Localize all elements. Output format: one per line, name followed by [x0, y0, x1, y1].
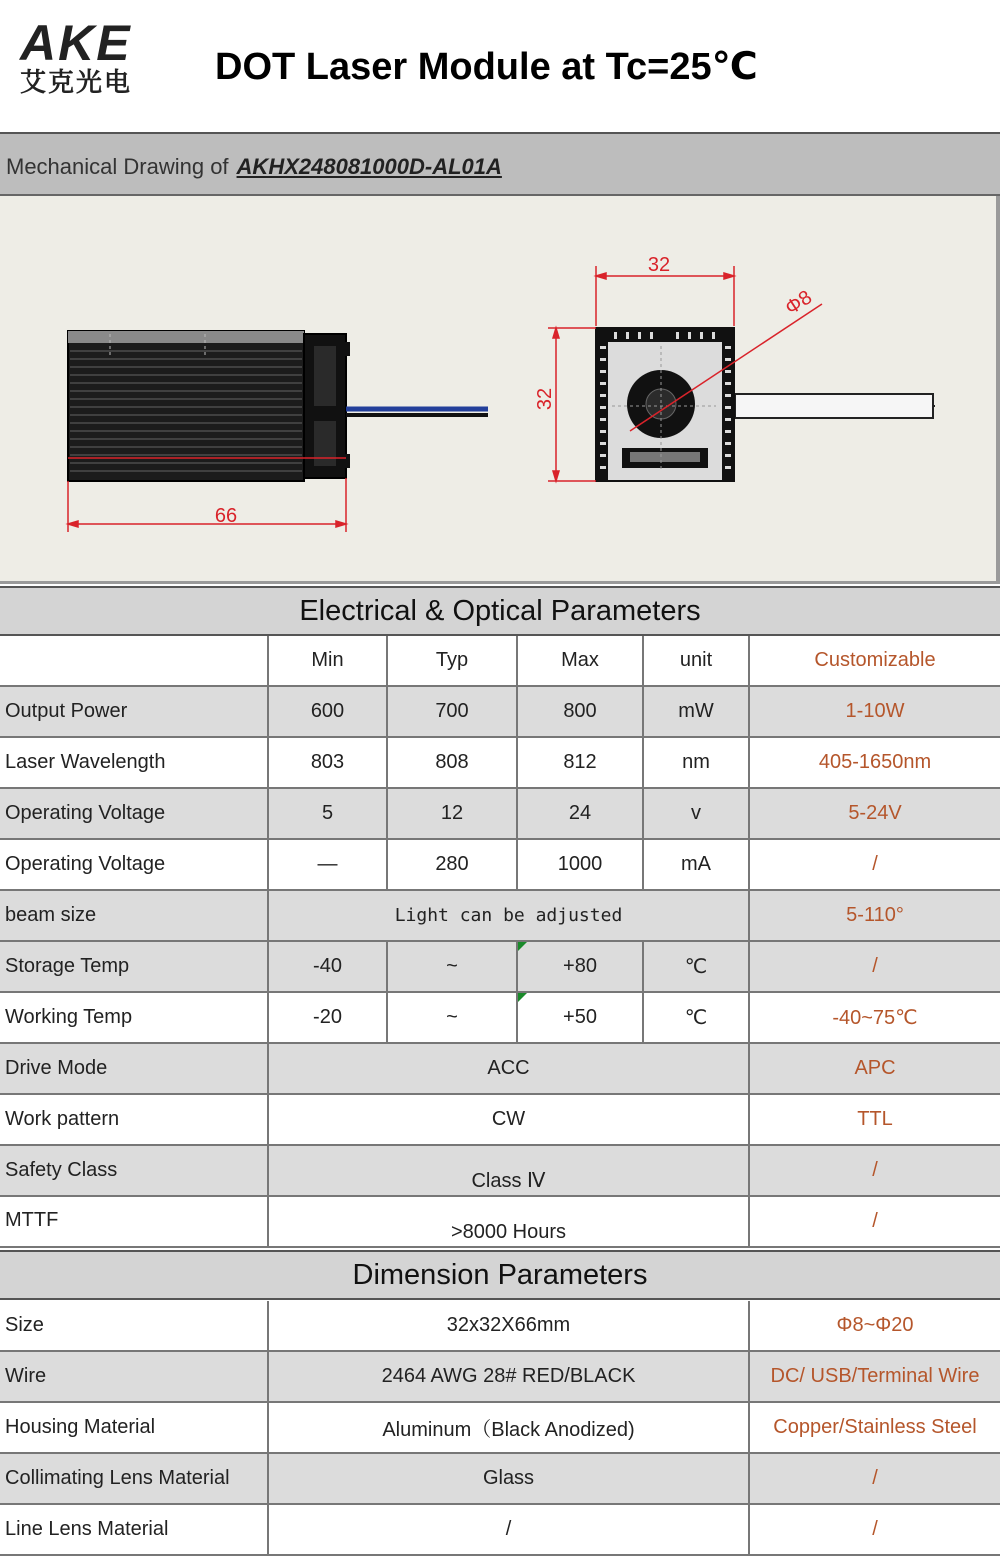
value-max-text: +50 — [563, 1006, 597, 1028]
value-merged: 2464 AWG 28# RED/BLACK — [267, 1352, 748, 1401]
table-row — [0, 1095, 1000, 1146]
header-cell-typ: Typ — [386, 636, 516, 685]
company-logo — [20, 15, 170, 108]
value-merged: ACC — [267, 1044, 748, 1093]
value-max — [516, 993, 642, 1042]
param-name: Operating Voltage — [5, 802, 166, 824]
header-cell-customizable: Customizable — [748, 636, 1000, 685]
dimension-section-title: Dimension Parameters — [0, 1250, 1000, 1300]
value-unit: mA — [642, 840, 748, 889]
param-name: Output Power — [5, 700, 128, 722]
electrical-section-title: Electrical & Optical Parameters — [0, 586, 1000, 636]
value-min: -20 — [267, 993, 386, 1042]
value-merged: / — [267, 1505, 748, 1554]
param-name: beam size — [5, 904, 97, 926]
table-row — [0, 738, 1000, 789]
value-unit: ℃ — [642, 993, 748, 1042]
table-row — [0, 789, 1000, 840]
value-custom: TTL — [748, 1095, 1000, 1144]
param-name: Drive Mode — [5, 1057, 108, 1079]
page-title: DOT Laser Module at Tc=25℃ — [215, 46, 758, 88]
value-typ: 12 — [386, 789, 516, 838]
table-row — [0, 1197, 1000, 1248]
param-name: Safety Class — [5, 1159, 118, 1181]
value-custom: APC — [748, 1044, 1000, 1093]
value-custom: / — [748, 942, 1000, 991]
param-name: Collimating Lens Material — [5, 1467, 230, 1489]
param-name: Size — [5, 1314, 44, 1336]
value-max-text: +80 — [563, 955, 597, 977]
value-custom: 5-110° — [748, 891, 1000, 940]
value-typ: ~ — [386, 942, 516, 991]
table-row — [0, 1044, 1000, 1095]
mechanical-drawing — [0, 196, 1000, 584]
logo-chinese-text: 艾克光电 — [20, 68, 133, 98]
table-row — [0, 1146, 1000, 1197]
value-custom: / — [748, 1197, 1000, 1246]
value-custom: / — [748, 1146, 1000, 1195]
value-custom: Copper/Stainless Steel — [748, 1403, 1000, 1452]
table-row — [0, 1403, 1000, 1454]
header-cell-param — [0, 636, 267, 685]
value-merged: Light can be adjusted — [267, 891, 748, 940]
table-row — [0, 1352, 1000, 1403]
param-name: Working Temp — [5, 1006, 133, 1028]
header-cell-unit: unit — [642, 636, 748, 685]
table-row — [0, 1454, 1000, 1505]
value-min: — — [267, 840, 386, 889]
table-row — [0, 891, 1000, 942]
logo-brand-text: AKE — [20, 15, 132, 71]
value-custom: / — [748, 1505, 1000, 1554]
dim-diameter-label: Φ8 — [781, 286, 817, 320]
value-custom: 405-1650nm — [748, 738, 1000, 787]
value-max: 800 — [516, 687, 642, 736]
param-name: MTTF — [5, 1209, 59, 1231]
value-custom: / — [748, 1454, 1000, 1503]
table-row — [0, 993, 1000, 1044]
part-number: AKHX248081000D-AL01A — [236, 154, 502, 179]
value-merged: CW — [267, 1095, 748, 1144]
value-custom: 1-10W — [748, 687, 1000, 736]
value-unit: v — [642, 789, 748, 838]
value-merged: Glass — [267, 1454, 748, 1503]
value-min: 803 — [267, 738, 386, 787]
dim-height-label: 32 — [534, 387, 556, 411]
param-name: Work pattern — [5, 1108, 120, 1130]
mechanical-drawing-header — [0, 134, 1000, 196]
value-max: 1000 — [516, 840, 642, 889]
module-side-view — [68, 331, 488, 481]
param-name: Laser Wavelength — [5, 751, 166, 773]
value-custom: DC/ USB/Terminal Wire — [748, 1352, 1000, 1401]
value-min: 600 — [267, 687, 386, 736]
value-max: 812 — [516, 738, 642, 787]
value-typ: 280 — [386, 840, 516, 889]
value-merged: Class Ⅳ — [267, 1146, 748, 1195]
dimension-66 — [68, 478, 346, 532]
table-row — [0, 687, 1000, 738]
page-header — [0, 0, 1000, 134]
value-unit: ℃ — [642, 942, 748, 991]
table-row — [0, 1301, 1000, 1352]
value-custom: 5-24V — [748, 789, 1000, 838]
dim-width-label: 32 — [647, 254, 671, 276]
value-unit: mW — [642, 687, 748, 736]
value-custom: / — [748, 840, 1000, 889]
module-front-view — [596, 328, 935, 481]
param-name: Operating Voltage — [5, 853, 166, 875]
value-custom: Φ8~Φ20 — [748, 1301, 1000, 1350]
header-cell-max: Max — [516, 636, 642, 685]
table-row — [0, 840, 1000, 891]
table-header-row — [0, 636, 1000, 687]
value-max — [516, 942, 642, 991]
param-name: Line Lens Material — [5, 1518, 169, 1540]
value-merged: Aluminum（Black Anodized) — [267, 1403, 748, 1452]
value-merged: 32x32X66mm — [267, 1301, 748, 1350]
value-unit: nm — [642, 738, 748, 787]
header-cell-min: Min — [267, 636, 386, 685]
cell-comment-marker — [518, 993, 527, 1002]
value-custom: -40~75℃ — [748, 993, 1000, 1042]
value-max: 24 — [516, 789, 642, 838]
param-name: Storage Temp — [5, 955, 130, 977]
table-row — [0, 1505, 1000, 1556]
value-min: -40 — [267, 942, 386, 991]
mechanical-drawing-caption: Mechanical Drawing of — [6, 154, 229, 179]
param-name: Wire — [5, 1365, 47, 1387]
cell-comment-marker — [518, 942, 527, 951]
value-typ: 700 — [386, 687, 516, 736]
mechanical-drawing-svg — [0, 196, 996, 581]
value-typ: 808 — [386, 738, 516, 787]
table-row — [0, 942, 1000, 993]
value-min: 5 — [267, 789, 386, 838]
value-typ: ~ — [386, 993, 516, 1042]
value-merged: >8000 Hours — [267, 1197, 748, 1246]
mechanical-drawing-label — [6, 154, 502, 180]
param-name: Housing Material — [5, 1416, 156, 1438]
dim-length-label: 66 — [214, 505, 238, 527]
